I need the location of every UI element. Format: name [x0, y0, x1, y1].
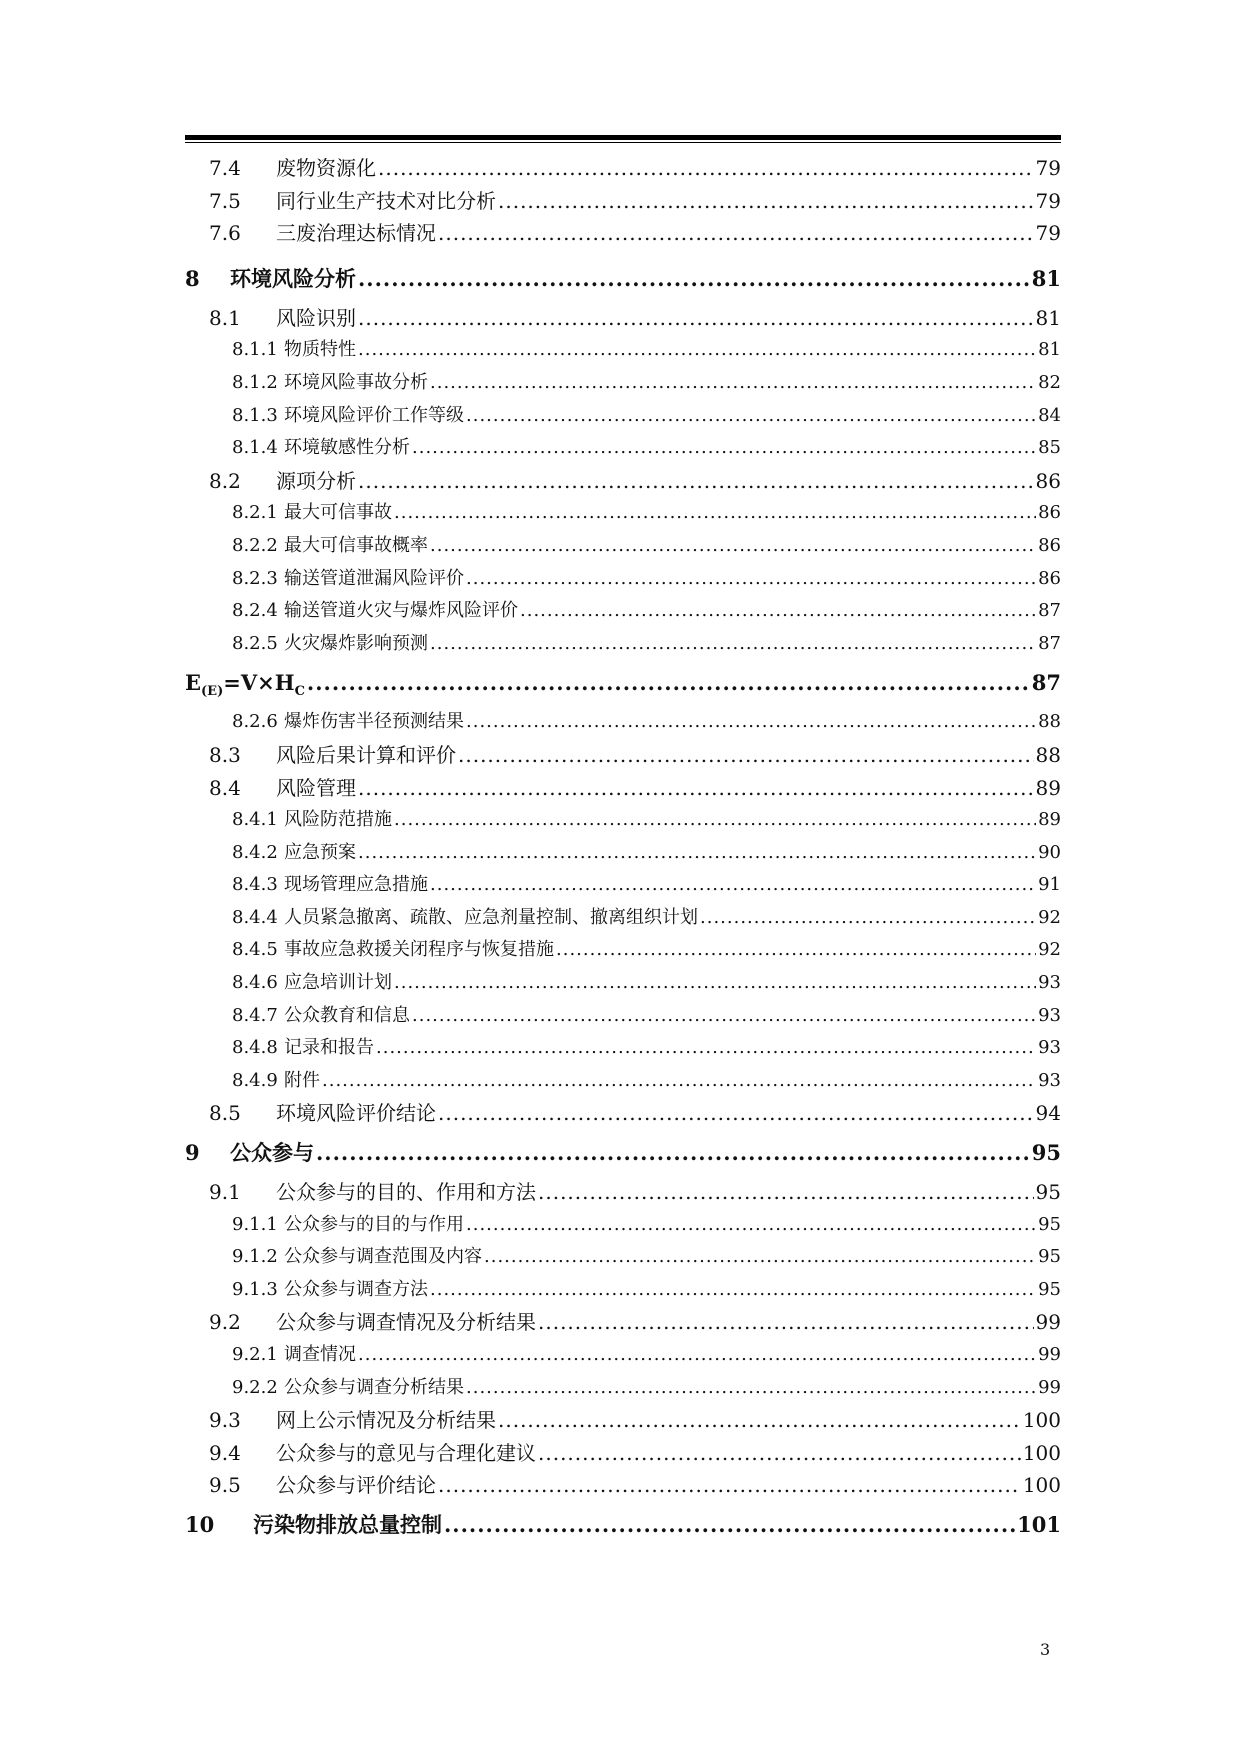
toc-leader-dots: [498, 1404, 1021, 1437]
toc-entry-page: 81: [1035, 305, 1061, 330]
toc-leader-dots: [412, 1000, 1036, 1033]
toc-entry-8-4-7[interactable]: [185, 1000, 1061, 1033]
toc-leader-dots: [430, 628, 1036, 661]
toc-leader-dots: [394, 967, 1036, 1000]
toc-leader-dots: [430, 367, 1036, 400]
toc-entry-8-4[interactable]: [185, 772, 1061, 805]
toc-entry-number: 8.1.4: [232, 437, 278, 459]
toc-entry-title: 环境敏感性分析: [284, 437, 410, 459]
toc-entry-number: 8.4.2: [232, 841, 278, 863]
toc-entry-page: 86: [1038, 502, 1061, 524]
toc-leader-dots: [358, 334, 1036, 367]
toc-entry-title: 污染物排放总量控制: [253, 1511, 442, 1537]
toc-entry-7-4[interactable]: [185, 152, 1061, 185]
toc-entry-page: 82: [1038, 371, 1061, 393]
toc-entry-8-2-4[interactable]: [185, 595, 1061, 628]
toc-leader-dots: [358, 1339, 1036, 1372]
toc-entry-number: 8.4.5: [232, 939, 278, 961]
header-rule-thin: [185, 142, 1061, 143]
toc-entry-number: 9.1.2: [232, 1246, 278, 1268]
toc-entry-title: 同行业生产技术对比分析: [276, 188, 496, 213]
toc-entry-number: 8.3: [209, 742, 241, 767]
toc-leader-dots: [358, 772, 1034, 805]
toc-entry-number: 9.2.1: [232, 1344, 278, 1365]
toc-leader-dots: [430, 530, 1036, 563]
toc-entry-page: 93: [1038, 1069, 1061, 1091]
toc-entry-8-2-3[interactable]: [185, 563, 1061, 596]
toc-entry-title: 公众参与评价结论: [276, 1473, 436, 1498]
toc-entry-title: 风险防范措施: [284, 809, 392, 831]
toc-entry-number: 8.2.6: [232, 711, 278, 733]
toc-leader-dots: [438, 1469, 1021, 1502]
toc-entry-title: 公众参与调查情况及分析结果: [276, 1310, 536, 1335]
toc-entry-title: 源项分析: [276, 468, 356, 493]
table-of-contents: [185, 152, 1061, 1548]
toc-leader-dots: [322, 1065, 1036, 1098]
toc-leader-dots: [430, 869, 1036, 902]
toc-entry-8-4-5[interactable]: [185, 934, 1061, 967]
toc-entry-page: 89: [1035, 775, 1061, 800]
toc-entry-page: 86: [1035, 468, 1061, 493]
toc-entry-title: 公众参与调查范围及内容: [284, 1246, 482, 1268]
toc-entry-page: 99: [1038, 1376, 1061, 1398]
toc-entry-number: 9.5: [209, 1473, 241, 1498]
toc-leader-dots: [466, 400, 1036, 433]
toc-entry-title: 环境风险分析: [230, 265, 356, 291]
toc-entry-page: 93: [1038, 1004, 1061, 1026]
toc-entry-page: 81: [1031, 265, 1061, 291]
toc-entry-page: 95: [1038, 1246, 1061, 1268]
toc-entry-number: 8.4.4: [232, 906, 278, 928]
toc-entry-page: 95: [1038, 1213, 1061, 1235]
toc-entry-title: 网上公示情况及分析结果: [276, 1408, 496, 1433]
toc-leader-dots: [466, 563, 1036, 596]
toc-entry-number: 8: [185, 265, 200, 291]
toc-entry-page: 99: [1035, 1310, 1061, 1335]
toc-entry-number: 8.4.7: [232, 1004, 278, 1026]
toc-entry-title: 公众参与调查方法: [284, 1278, 428, 1300]
toc-entry-title: 输送管道火灾与爆炸风险评价: [284, 600, 518, 622]
toc-entry-title: 现场管理应急措施: [284, 874, 428, 896]
toc-entry-number: 9.1: [209, 1180, 241, 1205]
toc-entry-8-2-6[interactable]: [185, 706, 1061, 739]
toc-entry-formula-title: $E_{(E)}=V\times H_C$: [185, 670, 305, 700]
toc-entry-8-4-6[interactable]: [185, 967, 1061, 1000]
toc-entry-page: 99: [1038, 1344, 1061, 1365]
toc-entry-9-2-1[interactable]: [185, 1339, 1061, 1372]
toc-leader-dots: [556, 934, 1036, 967]
toc-entry-page: 79: [1035, 188, 1061, 213]
toc-entry-8-4-8[interactable]: [185, 1032, 1061, 1065]
toc-entry-page: 92: [1038, 906, 1061, 928]
toc-entry-9-1[interactable]: [185, 1176, 1061, 1209]
toc-entry-7-6[interactable]: [185, 217, 1061, 250]
toc-entry-8-4-2[interactable]: [185, 837, 1061, 870]
toc-entry-number: 10: [185, 1511, 215, 1537]
toc-leader-dots: [538, 1176, 1034, 1209]
toc-entry-8-4-3[interactable]: [185, 869, 1061, 902]
toc-entry-number: 8.2.5: [232, 632, 278, 654]
toc-entry-page: 79: [1035, 156, 1061, 180]
toc-entry-title: 风险识别: [276, 305, 356, 330]
toc-entry-page: 94: [1035, 1101, 1061, 1126]
toc-entry-number: 8.1.2: [232, 371, 278, 393]
toc-entry-8-4-4[interactable]: [185, 902, 1061, 935]
toc-entry-title: 物质特性: [284, 339, 356, 361]
toc-entry-number: 9.3: [209, 1408, 241, 1433]
toc-entry-page: 92: [1038, 939, 1061, 961]
toc-leader-dots: [538, 1437, 1021, 1470]
toc-entry-8-3[interactable]: [185, 739, 1061, 772]
toc-entry-number: 8.2.2: [232, 534, 278, 556]
toc-entry-number: 8.1: [209, 305, 241, 330]
toc-entry-page: 87: [1038, 600, 1061, 622]
toc-leader-dots: [484, 1241, 1036, 1274]
toc-entry-7-5[interactable]: [185, 185, 1061, 218]
toc-leader-dots: [438, 1097, 1034, 1130]
toc-leader-dots: [394, 804, 1036, 837]
toc-leader-dots: [358, 837, 1036, 870]
toc-leader-dots: [358, 256, 1030, 302]
toc-entry-number: 8.1.1: [232, 339, 278, 361]
toc-entry-title: 公众参与的目的与作用: [284, 1213, 464, 1235]
toc-entry-number: 8.2.1: [232, 502, 278, 524]
toc-entry-8-4-1[interactable]: [185, 804, 1061, 837]
toc-entry-number: 9.1.1: [232, 1213, 278, 1235]
toc-entry-8-5[interactable]: [185, 1097, 1061, 1130]
toc-entry-9-3[interactable]: [185, 1404, 1061, 1437]
toc-entry-page: 87: [1031, 670, 1061, 696]
toc-entry-title: 调查情况: [284, 1344, 356, 1365]
toc-entry-number: 9: [185, 1140, 200, 1166]
toc-entry-8-1-2[interactable]: [185, 367, 1061, 400]
toc-entry-number: 9.4: [209, 1440, 241, 1465]
toc-entry-title: 公众参与调查分析结果: [284, 1376, 464, 1398]
toc-leader-dots: [430, 1274, 1036, 1307]
toc-entry-9[interactable]: [185, 1130, 1061, 1176]
toc-entry-title: 最大可信事故概率: [284, 534, 428, 556]
toc-entry-page: 101: [1017, 1511, 1061, 1537]
toc-entry-title: 应急预案: [284, 841, 356, 863]
toc-entry-9-1-1[interactable]: [185, 1209, 1061, 1242]
toc-entry-title: 爆炸伤害半径预测结果: [284, 711, 464, 733]
toc-entry-8-1-1[interactable]: [185, 334, 1061, 367]
toc-entry-page: 93: [1038, 972, 1061, 994]
toc-entry-8-2[interactable]: [185, 465, 1061, 498]
toc-entry-page: 85: [1038, 437, 1061, 459]
toc-entry-9-2[interactable]: [185, 1306, 1061, 1339]
toc-entry-8-4-9[interactable]: [185, 1065, 1061, 1098]
toc-entry-title: 输送管道泄漏风险评价: [284, 567, 464, 589]
toc-entry-title: 附件: [284, 1069, 320, 1091]
toc-entry-number: 7.4: [209, 156, 241, 180]
toc-entry-page: 81: [1038, 339, 1061, 361]
toc-entry-title: 记录和报告: [284, 1037, 374, 1059]
toc-entry-number: 9.1.3: [232, 1278, 278, 1300]
toc-entry-title: 最大可信事故: [284, 502, 392, 524]
toc-entry-title: 公众教育和信息: [284, 1004, 410, 1026]
toc-leader-dots: [458, 739, 1034, 772]
toc-entry-number: 7.6: [209, 221, 241, 246]
toc-entry-number: 8.2: [209, 468, 241, 493]
toc-leader-dots: [700, 902, 1036, 935]
toc-entry-8-2-5[interactable]: [185, 628, 1061, 661]
toc-leader-dots: [466, 706, 1036, 739]
toc-entry-title: 三废治理达标情况: [276, 221, 436, 246]
toc-entry-9-4[interactable]: [185, 1437, 1061, 1470]
toc-entry-number: 8.4.9: [232, 1069, 278, 1091]
toc-entry-number: 8.4.6: [232, 972, 278, 994]
toc-entry-title: 事故应急救援关闭程序与恢复措施: [284, 939, 554, 961]
toc-entry-9-1-3[interactable]: [185, 1274, 1061, 1307]
header-rule-thick: [185, 135, 1061, 140]
toc-entry-number: 9.2: [209, 1310, 241, 1335]
toc-entry-number: 7.5: [209, 188, 241, 213]
toc-leader-dots: [538, 1306, 1034, 1339]
toc-entry-title: 废物资源化: [276, 156, 376, 180]
toc-entry-title: 公众参与的目的、作用和方法: [276, 1180, 536, 1205]
toc-leader-dots: [520, 595, 1036, 628]
toc-entry-8[interactable]: [185, 256, 1061, 302]
toc-entry-page: 100: [1022, 1408, 1061, 1433]
toc-entry-title: 火灾爆炸影响预测: [284, 632, 428, 654]
toc-entry-page: 90: [1038, 841, 1061, 863]
toc-leader-dots: [466, 1209, 1036, 1242]
toc-entry-page: 91: [1038, 874, 1061, 896]
toc-entry-number: 8.4.8: [232, 1037, 278, 1059]
toc-leader-dots: [412, 432, 1036, 465]
toc-entry-number: 9.2.2: [232, 1376, 278, 1398]
toc-entry-title: 公众参与: [230, 1140, 314, 1166]
toc-entry-page: 86: [1038, 534, 1061, 556]
page-number: 3: [1040, 1640, 1051, 1659]
toc-entry-8-2-1[interactable]: [185, 497, 1061, 530]
toc-entry-title: 应急培训计划: [284, 972, 392, 994]
toc-entry-page: 88: [1035, 742, 1061, 767]
toc-leader-dots: [376, 1032, 1036, 1065]
toc-entry-page: 100: [1022, 1473, 1061, 1498]
toc-entry-page: 84: [1038, 404, 1061, 426]
toc-entry-8-2-2[interactable]: [185, 530, 1061, 563]
toc-entry-number: 8.5: [209, 1101, 241, 1126]
toc-leader-dots: [358, 302, 1034, 335]
toc-entry-9-2-2[interactable]: [185, 1372, 1061, 1405]
toc-entry-title: 环境风险评价结论: [276, 1101, 436, 1126]
toc-entry-9-1-2[interactable]: [185, 1241, 1061, 1274]
toc-entry-page: 89: [1038, 809, 1061, 831]
toc-entry-page: 93: [1038, 1037, 1061, 1059]
toc-entry-8-1-4[interactable]: [185, 432, 1061, 465]
toc-entry-title: 风险管理: [276, 775, 356, 800]
toc-leader-dots: [438, 217, 1034, 250]
toc-entry-8-1[interactable]: [185, 302, 1061, 335]
toc-leader-dots: [307, 660, 1030, 706]
toc-entry-number: 8.4: [209, 775, 241, 800]
toc-entry-page: 95: [1031, 1140, 1061, 1166]
toc-entry-title: 环境风险事故分析: [284, 371, 428, 393]
toc-leader-dots: [466, 1372, 1036, 1405]
toc-entry-page: 87: [1038, 632, 1061, 654]
toc-entry-title: 公众参与的意见与合理化建议: [276, 1440, 536, 1465]
toc-entry-9-5[interactable]: [185, 1469, 1061, 1502]
toc-entry-page: 86: [1038, 567, 1061, 589]
toc-entry-8-1-3[interactable]: [185, 400, 1061, 433]
toc-entry-page: 95: [1038, 1278, 1061, 1300]
toc-entry-formula[interactable]: [185, 660, 1061, 706]
toc-leader-dots: [378, 152, 1034, 185]
toc-entry-page: 95: [1035, 1180, 1061, 1205]
toc-leader-dots: [498, 185, 1034, 218]
toc-entry-number: 8.1.3: [232, 404, 278, 426]
toc-entry-page: 88: [1038, 711, 1061, 733]
toc-entry-10[interactable]: [185, 1502, 1061, 1548]
toc-entry-number: 8.2.3: [232, 567, 278, 589]
toc-entry-number: 8.4.1: [232, 809, 278, 831]
toc-entry-title: 环境风险评价工作等级: [284, 404, 464, 426]
toc-leader-dots: [358, 465, 1034, 498]
toc-entry-title: 人员紧急撤离、疏散、应急剂量控制、撤离组织计划: [284, 906, 698, 928]
toc-leader-dots: [394, 497, 1036, 530]
toc-entry-number: 8.4.3: [232, 874, 278, 896]
toc-entry-title: 风险后果计算和评价: [276, 742, 456, 767]
toc-entry-page: 79: [1035, 221, 1061, 246]
toc-leader-dots: [316, 1130, 1030, 1176]
toc-entry-page: 100: [1022, 1440, 1061, 1465]
toc-leader-dots: [444, 1502, 1015, 1548]
toc-entry-number: 8.2.4: [232, 600, 278, 622]
